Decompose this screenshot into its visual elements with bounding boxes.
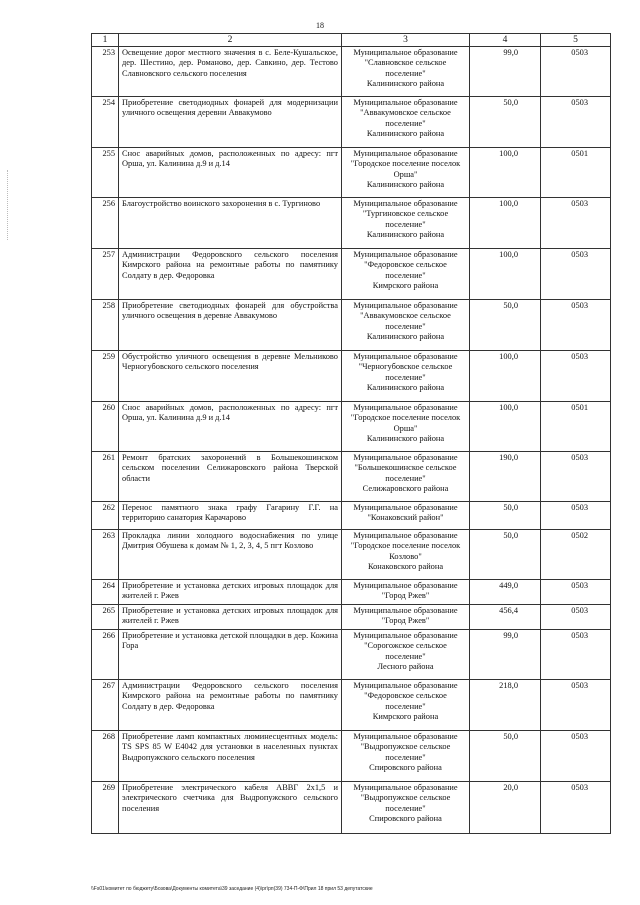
table-row bbox=[92, 580, 611, 605]
row-description: Администрации Федоровского сельского поселения Кимрского района на ремонтные работы по памятнику Солдату в дер. Федоровка bbox=[119, 680, 342, 731]
row-description: Освещение дорог местного значения в с. Беле-Кушальское, дер. Шестино, дер. Романово, дер. Савкино, дер. Тестово Славновского сельского поселения bbox=[119, 47, 342, 97]
row-municipality bbox=[342, 731, 470, 782]
table-row bbox=[92, 530, 611, 580]
municipality-line: поселение" bbox=[385, 219, 426, 229]
row-number: 265 bbox=[92, 605, 119, 630]
municipality-line: Спировского района bbox=[369, 762, 442, 772]
row-municipality bbox=[342, 452, 470, 502]
row-municipality bbox=[342, 300, 470, 351]
allocation-table bbox=[91, 33, 611, 834]
row-municipality bbox=[342, 630, 470, 680]
municipality-line: Орша" bbox=[393, 423, 418, 433]
page-number: 18 bbox=[316, 21, 324, 30]
municipality-line: Муниципальное образование bbox=[353, 48, 458, 58]
municipality-line: поселение" bbox=[385, 118, 426, 128]
row-code: 0503 bbox=[541, 605, 611, 630]
row-number: 260 bbox=[92, 402, 119, 452]
row-description: Снос аварийных домов, расположенных по адресу: пгт Орша, ул. Калинина д.9 и д.14 bbox=[119, 148, 342, 198]
row-number: 266 bbox=[92, 630, 119, 680]
row-code: 0503 bbox=[541, 630, 611, 680]
municipality-line: Муниципальное образование bbox=[353, 301, 458, 311]
row-code: 0503 bbox=[541, 300, 611, 351]
municipality-line: поселение" bbox=[385, 270, 426, 280]
row-amount: 100,0 bbox=[470, 351, 541, 402]
row-description: Приобретение ламп компактных люминесцентных модель: TS SPS 85 W E4042 для установки в населенных пунктах Выдропужского сельского поселения bbox=[119, 731, 342, 782]
header-col-5: 5 bbox=[541, 34, 611, 47]
row-description: Обустройство уличного освещения в деревне Мельниково Черногубовского сельского поселения bbox=[119, 351, 342, 402]
municipality-line: Конаковского района bbox=[367, 561, 444, 571]
row-number: 258 bbox=[92, 300, 119, 351]
municipality-line: Муниципальное образование bbox=[353, 531, 458, 541]
municipality-line: "Черногубовское сельское bbox=[358, 362, 453, 372]
row-amount: 50,0 bbox=[470, 530, 541, 580]
row-code: 0503 bbox=[541, 782, 611, 834]
municipality-line: Муниципальное образование bbox=[353, 783, 458, 793]
table-row bbox=[92, 402, 611, 452]
row-amount: 456,4 bbox=[470, 605, 541, 630]
row-code: 0503 bbox=[541, 249, 611, 300]
row-amount: 100,0 bbox=[470, 249, 541, 300]
municipality-line: Козлово" bbox=[389, 551, 422, 561]
municipality-line: "Городское поселение поселок bbox=[350, 159, 461, 169]
table-body bbox=[92, 47, 611, 834]
municipality-line: Муниципальное образование bbox=[353, 453, 458, 463]
table-row bbox=[92, 605, 611, 630]
municipality-line: Орша" bbox=[393, 169, 418, 179]
row-number: 259 bbox=[92, 351, 119, 402]
row-number: 264 bbox=[92, 580, 119, 605]
municipality-line: Спировского района bbox=[369, 813, 442, 823]
row-description: Приобретение электрического кабеля АВВГ 2х1,5 и электрического счетчика для Выдропужского сельского поселения bbox=[119, 782, 342, 834]
row-amount: 50,0 bbox=[470, 502, 541, 530]
municipality-line: Калининского района bbox=[366, 433, 445, 443]
header-col-1: 1 bbox=[92, 34, 119, 47]
row-description: Прокладка линии холодного водоснабжения по улице Дмитрия Обушева к домам № 1, 2, 3, 4, 5 пгт Козлово bbox=[119, 530, 342, 580]
row-amount: 99,0 bbox=[470, 630, 541, 680]
row-municipality bbox=[342, 47, 470, 97]
row-municipality bbox=[342, 605, 470, 630]
table-row bbox=[92, 452, 611, 502]
municipality-line: Калининского района bbox=[366, 229, 445, 239]
municipality-line: Калининского района bbox=[366, 128, 445, 138]
municipality-line: поселение" bbox=[385, 651, 426, 661]
file-path-footer: \\Fs01\комитет по бюджету\Бозова\Документы комитета\39 заседание (4)\рг\рп(39) 734-П-Ф\Прил 18 прил 53 депутатские bbox=[91, 886, 373, 892]
row-description: Приобретение светодиодных фонарей для модернизации уличного освещения деревни Аввакумово bbox=[119, 97, 342, 148]
row-municipality bbox=[342, 502, 470, 530]
row-number: 257 bbox=[92, 249, 119, 300]
municipality-line: поселение" bbox=[385, 701, 426, 711]
municipality-line: "Аввакумовское сельское bbox=[360, 311, 451, 321]
row-municipality bbox=[342, 782, 470, 834]
row-code: 0503 bbox=[541, 198, 611, 249]
row-code: 0503 bbox=[541, 47, 611, 97]
row-amount: 190,0 bbox=[470, 452, 541, 502]
table-row bbox=[92, 351, 611, 402]
scan-margin-marks bbox=[7, 170, 9, 240]
row-municipality bbox=[342, 351, 470, 402]
municipality-line: Кимрского района bbox=[372, 711, 439, 721]
municipality-line: поселение" bbox=[385, 372, 426, 382]
row-municipality bbox=[342, 402, 470, 452]
municipality-line: Калининского района bbox=[366, 78, 445, 88]
row-amount: 20,0 bbox=[470, 782, 541, 834]
municipality-line: "Сорогожское сельское bbox=[364, 641, 447, 651]
municipality-line: Калининского района bbox=[366, 382, 445, 392]
row-description: Приобретение и установка детских игровых площадок для жителей г. Ржев bbox=[119, 580, 342, 605]
row-number: 269 bbox=[92, 782, 119, 834]
row-description: Перенос памятного знака графу Гагарину Г.Г. на территорию санатория Карачарово bbox=[119, 502, 342, 530]
row-municipality bbox=[342, 198, 470, 249]
row-description: Приобретение и установка детских игровых площадок для жителей г. Ржев bbox=[119, 605, 342, 630]
municipality-line: Калининского района bbox=[366, 331, 445, 341]
row-amount: 50,0 bbox=[470, 97, 541, 148]
row-amount: 50,0 bbox=[470, 731, 541, 782]
row-code: 0503 bbox=[541, 351, 611, 402]
table-row bbox=[92, 731, 611, 782]
municipality-line: Муниципальное образование bbox=[353, 606, 458, 616]
municipality-line: Лесного района bbox=[377, 661, 434, 671]
header-col-3: 3 bbox=[342, 34, 470, 47]
municipality-line: "Городское поселение поселок bbox=[350, 413, 461, 423]
row-code: 0501 bbox=[541, 402, 611, 452]
table-row bbox=[92, 148, 611, 198]
row-number: 261 bbox=[92, 452, 119, 502]
header-col-2: 2 bbox=[119, 34, 342, 47]
table-row bbox=[92, 198, 611, 249]
header-col-4: 4 bbox=[470, 34, 541, 47]
row-amount: 218,0 bbox=[470, 680, 541, 731]
table-row bbox=[92, 300, 611, 351]
row-amount: 99,0 bbox=[470, 47, 541, 97]
row-code: 0503 bbox=[541, 680, 611, 731]
municipality-line: Калининского района bbox=[366, 179, 445, 189]
municipality-line: поселение" bbox=[385, 321, 426, 331]
row-description: Администрации Федоровского сельского поселения Кимрского района на ремонтные работы по памятнику Солдату в дер. Федоровка bbox=[119, 249, 342, 300]
municipality-line: "Славновское сельское bbox=[364, 58, 447, 68]
row-municipality bbox=[342, 680, 470, 731]
municipality-line: поселение" bbox=[385, 803, 426, 813]
row-amount: 100,0 bbox=[470, 148, 541, 198]
table-row bbox=[92, 47, 611, 97]
row-amount: 50,0 bbox=[470, 300, 541, 351]
table-row bbox=[92, 97, 611, 148]
row-amount: 100,0 bbox=[470, 198, 541, 249]
row-code: 0503 bbox=[541, 502, 611, 530]
row-code: 0501 bbox=[541, 148, 611, 198]
row-description: Приобретение и установка детской площадки в дер. Кожина Гора bbox=[119, 630, 342, 680]
municipality-line: "Конаковский район" bbox=[367, 513, 444, 523]
municipality-line: Кимрского района bbox=[372, 280, 439, 290]
table-row bbox=[92, 782, 611, 834]
municipality-line: поселение" bbox=[385, 752, 426, 762]
row-code: 0503 bbox=[541, 97, 611, 148]
municipality-line: "Аввакумовское сельское bbox=[360, 108, 451, 118]
municipality-line: поселение" bbox=[385, 68, 426, 78]
row-number: 263 bbox=[92, 530, 119, 580]
row-municipality bbox=[342, 580, 470, 605]
municipality-line: Муниципальное образование bbox=[353, 149, 458, 159]
row-number: 254 bbox=[92, 97, 119, 148]
municipality-line: "Выдропужское сельское bbox=[360, 793, 451, 803]
row-amount: 100,0 bbox=[470, 402, 541, 452]
municipality-line: "Город Ржев" bbox=[381, 616, 430, 626]
row-description: Приобретение светодиодных фонарей для обустройства уличного освещения в деревне Аввакумово bbox=[119, 300, 342, 351]
municipality-line: Муниципальное образование bbox=[353, 199, 458, 209]
row-code: 0502 bbox=[541, 530, 611, 580]
municipality-line: Муниципальное образование bbox=[353, 403, 458, 413]
municipality-line: "Город Ржев" bbox=[381, 591, 430, 601]
row-description: Ремонт братских захоронений в Большекошинском сельском поселении Селижаровского района Тверской области bbox=[119, 452, 342, 502]
row-number: 262 bbox=[92, 502, 119, 530]
row-code: 0503 bbox=[541, 452, 611, 502]
row-municipality bbox=[342, 148, 470, 198]
municipality-line: "Тургиновское сельское bbox=[362, 209, 449, 219]
row-amount: 449,0 bbox=[470, 580, 541, 605]
municipality-line: Муниципальное образование bbox=[353, 352, 458, 362]
municipality-line: Муниципальное образование bbox=[353, 98, 458, 108]
municipality-line: Муниципальное образование bbox=[353, 250, 458, 260]
row-municipality bbox=[342, 249, 470, 300]
row-number: 253 bbox=[92, 47, 119, 97]
municipality-line: "Федоровское сельское bbox=[364, 691, 447, 701]
table-row bbox=[92, 502, 611, 530]
municipality-line: "Большекошинское сельское bbox=[354, 463, 457, 473]
municipality-line: Муниципальное образование bbox=[353, 503, 458, 513]
row-description: Снос аварийных домов, расположенных по адресу: пгт Орша, ул. Калинина д.9 и д.14 bbox=[119, 402, 342, 452]
row-municipality bbox=[342, 530, 470, 580]
municipality-line: "Выдропужское сельское bbox=[360, 742, 451, 752]
municipality-line: "Городское поселение поселок bbox=[350, 541, 461, 551]
municipality-line: Муниципальное образование bbox=[353, 581, 458, 591]
row-description: Благоустройство воинского захоронения в с. Тургиново bbox=[119, 198, 342, 249]
row-code: 0503 bbox=[541, 580, 611, 605]
table-row bbox=[92, 630, 611, 680]
municipality-line: поселение" bbox=[385, 473, 426, 483]
municipality-line: Муниципальное образование bbox=[353, 631, 458, 641]
table-row bbox=[92, 680, 611, 731]
table-header-row bbox=[92, 34, 611, 47]
row-number: 256 bbox=[92, 198, 119, 249]
row-municipality bbox=[342, 97, 470, 148]
municipality-line: "Федоровское сельское bbox=[364, 260, 447, 270]
row-code: 0503 bbox=[541, 731, 611, 782]
municipality-line: Селижаровского района bbox=[362, 483, 449, 493]
row-number: 267 bbox=[92, 680, 119, 731]
municipality-line: Муниципальное образование bbox=[353, 732, 458, 742]
table-row bbox=[92, 249, 611, 300]
row-number: 268 bbox=[92, 731, 119, 782]
row-number: 255 bbox=[92, 148, 119, 198]
municipality-line: Муниципальное образование bbox=[353, 681, 458, 691]
